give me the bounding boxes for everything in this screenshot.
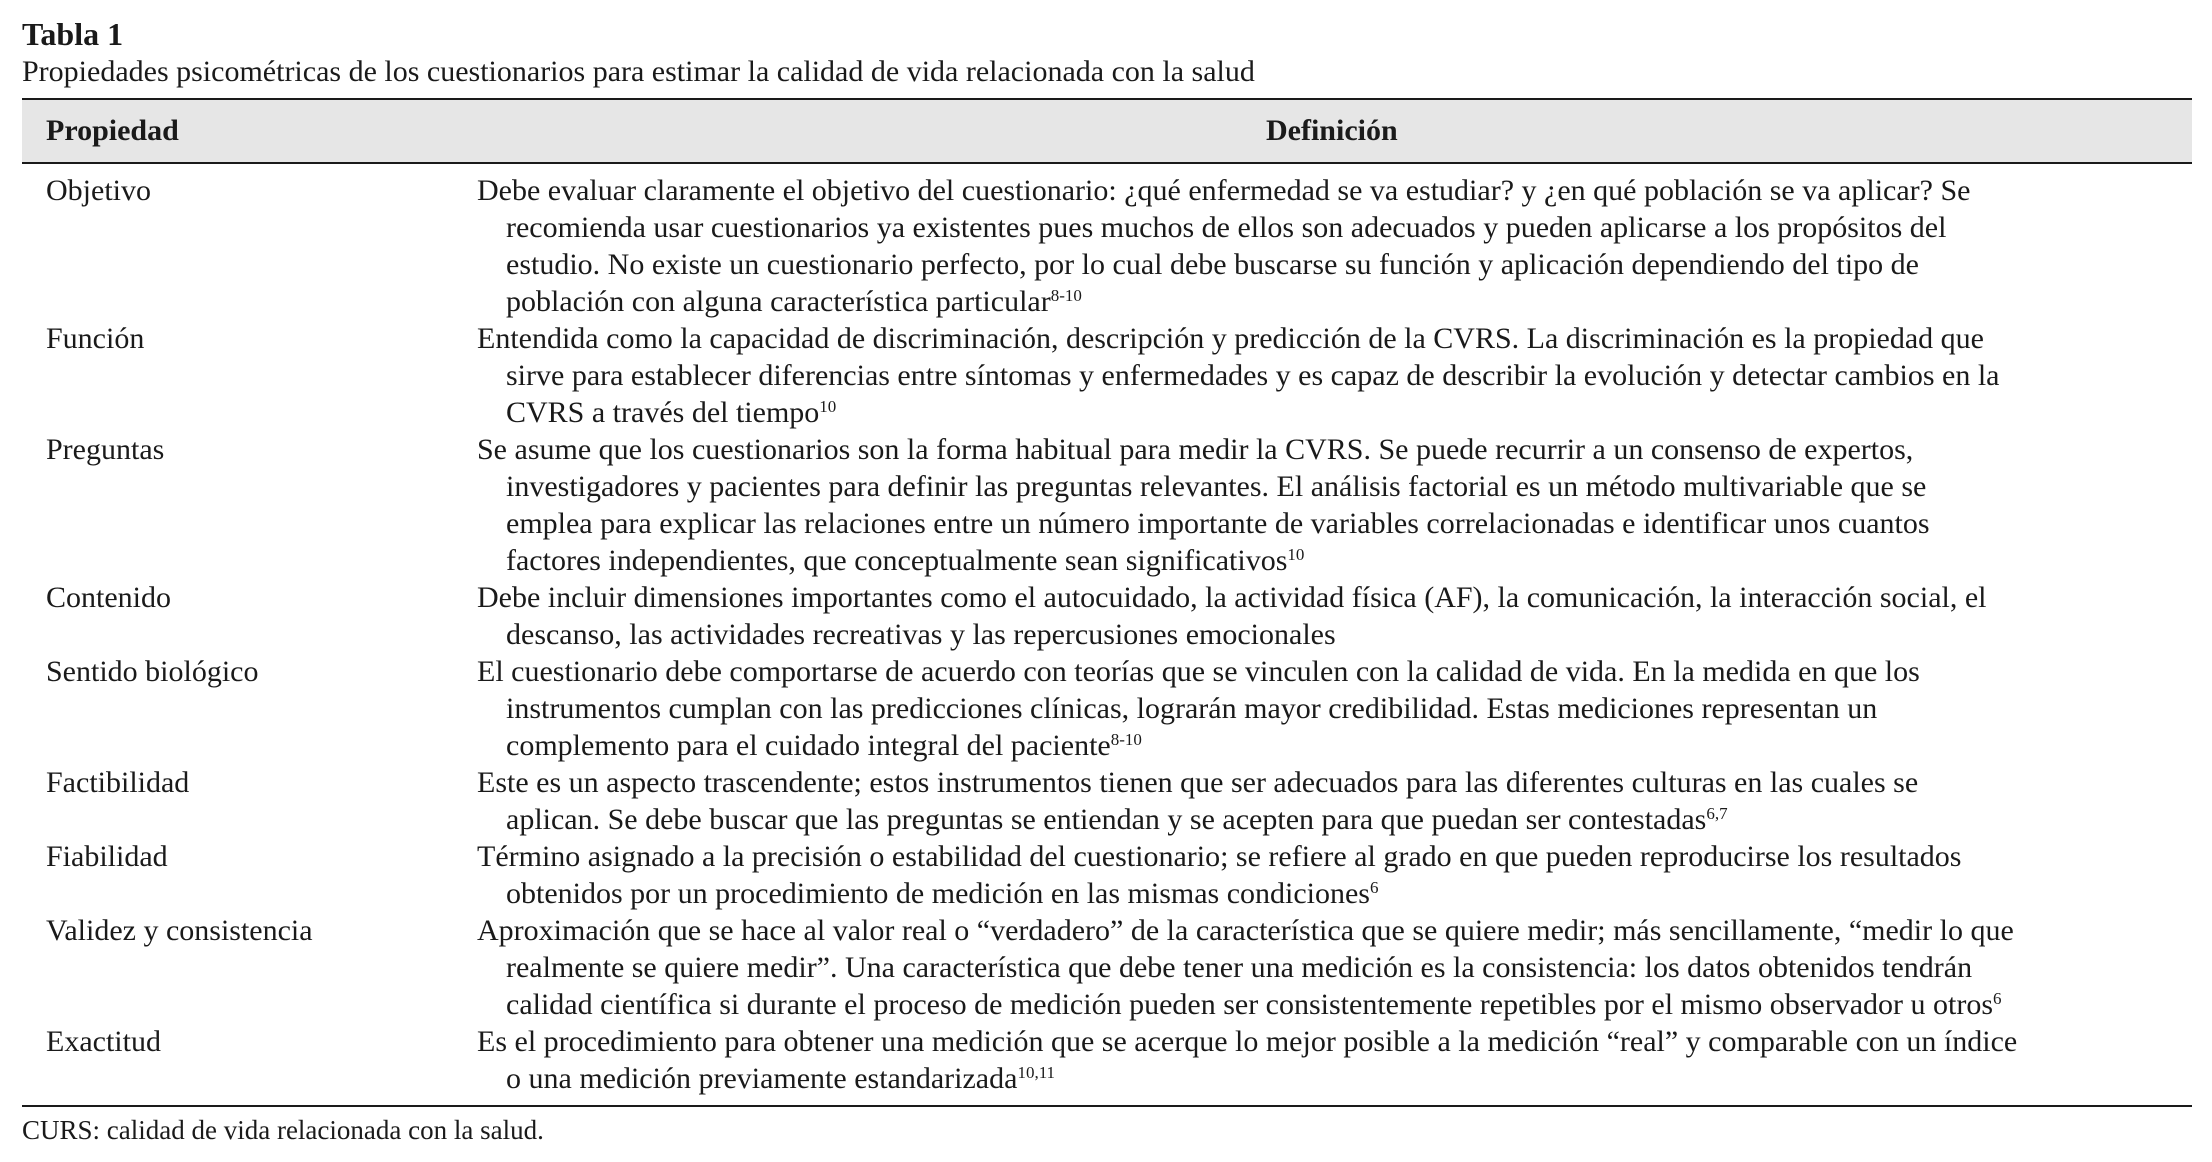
definition-text: Debe incluir dimensiones importantes como el autocuidado, la actividad física (AF), la comunicación, la interacción social, el descanso, las actividades recreativas y las repercusiones emocionales <box>477 581 1987 651</box>
reference-superscript: 6 <box>1993 989 2002 1008</box>
header-property: Propiedad <box>46 114 179 147</box>
definition-cell <box>477 431 2192 579</box>
definition-cell <box>477 1023 2192 1097</box>
definition-cell <box>477 764 2192 838</box>
definition-cell <box>477 579 2192 653</box>
table-title: Propiedades psicométricas de los cuestionarios para estimar la calidad de vida relacionada con la salud <box>22 55 1255 88</box>
table-row <box>22 764 2192 838</box>
property-cell: Objetivo <box>46 174 151 207</box>
property-cell: Factibilidad <box>46 766 190 799</box>
property-cell: Sentido biológico <box>46 655 259 688</box>
definition-text: Este es un aspecto trascendente; estos instrumentos tienen que ser adecuados para las diferentes culturas en las cuales se aplican. Se debe buscar que las preguntas se entiendan y se acepten para que puedan ser contestadas <box>477 766 1919 836</box>
property-cell: Exactitud <box>46 1025 161 1058</box>
reference-superscript: 6,7 <box>1706 804 1728 823</box>
table-header-row <box>22 100 2192 164</box>
table-row <box>22 431 2192 579</box>
definition-cell <box>477 320 2192 431</box>
definition-text: Aproximación que se hace al valor real o “verdadero” de la característica que se quiere medir; más sencillamente, “medir lo que realmente se quiere medir”. Una característica que debe tener una medición es la consistencia: los datos obtenidos tendrán calidad científica si durante el proceso de medición pueden ser consistentemente repetibles por el mismo observador u otros <box>477 914 2014 1021</box>
table-row <box>22 653 2192 764</box>
header-definition: Definición <box>1266 114 1398 147</box>
property-cell: Contenido <box>46 581 171 614</box>
reference-superscript: 8-10 <box>1110 730 1142 749</box>
table-row <box>22 320 2192 431</box>
definition-text: Entendida como la capacidad de discriminación, descripción y predicción de la CVRS. La discriminación es la propiedad que sirve para establecer diferencias entre síntomas y enfermedades y es capaz de describir la evolución y detectar cambios en la CVRS a través del tiempo <box>477 322 2000 429</box>
reference-superscript: 6 <box>1369 878 1379 897</box>
reference-superscript: 10,11 <box>1017 1063 1056 1082</box>
table-footnote: CURS: calidad de vida relacionada con la salud. <box>22 1115 544 1145</box>
definition-cell <box>477 653 2192 764</box>
table-row <box>22 172 2192 320</box>
definition-text: Debe evaluar claramente el objetivo del cuestionario: ¿qué enfermedad se va estudiar? y ¿en qué población se va aplicar? Se recomienda usar cuestionarios ya existentes pues muchos de ellos son adecuados y pueden aplicarse a los propósitos del estudio. No existe un cuestionario perfecto, por lo cual debe buscarse su función y aplicación dependiendo del tipo de población con alguna característica particular <box>477 174 1971 318</box>
definition-text: El cuestionario debe comportarse de acuerdo con teorías que se vinculen con la calidad de vida. En la medida en que los instrumentos cumplan con las predicciones clínicas, lograrán mayor credibilidad. Estas mediciones representan un complemento para el cuidado integral del paciente <box>477 655 1920 762</box>
definition-text: Término asignado a la precisión o estabilidad del cuestionario; se refiere al grado en que pueden reproducirse los resultados obtenidos por un procedimiento de medición en las mismas condiciones <box>477 840 1962 910</box>
table-body <box>22 164 2192 1107</box>
table-row <box>22 912 2192 1023</box>
reference-superscript: 10 <box>1287 545 1305 564</box>
table-label: Tabla 1 <box>22 16 124 52</box>
property-cell: Fiabilidad <box>46 840 168 873</box>
definition-cell <box>477 172 2192 320</box>
property-cell: Preguntas <box>46 433 165 466</box>
table <box>22 98 2192 1107</box>
reference-superscript: 8-10 <box>1050 286 1082 305</box>
definition-text: Se asume que los cuestionarios son la forma habitual para medir la CVRS. Se puede recurrir a un consenso de expertos, investigadores y pacientes para definir las preguntas relevantes. El análisis factorial es un método multivariable que se emplea para explicar las relaciones entre un número importante de variables correlacionadas e identificar unos cuantos factores independientes, que conceptualmente sean significativos <box>477 433 1930 577</box>
table-row <box>22 579 2192 653</box>
property-cell: Función <box>46 322 145 355</box>
definition-cell <box>477 912 2192 1023</box>
reference-superscript: 10 <box>819 397 837 416</box>
definition-text: Es el procedimiento para obtener una medición que se acerque lo mejor posible a la medición “real” y comparable con un índice o una medición previamente estandarizada <box>477 1025 2018 1095</box>
property-cell: Validez y consistencia <box>46 914 313 947</box>
table-row <box>22 1023 2192 1097</box>
definition-cell <box>477 838 2192 912</box>
table-row <box>22 838 2192 912</box>
